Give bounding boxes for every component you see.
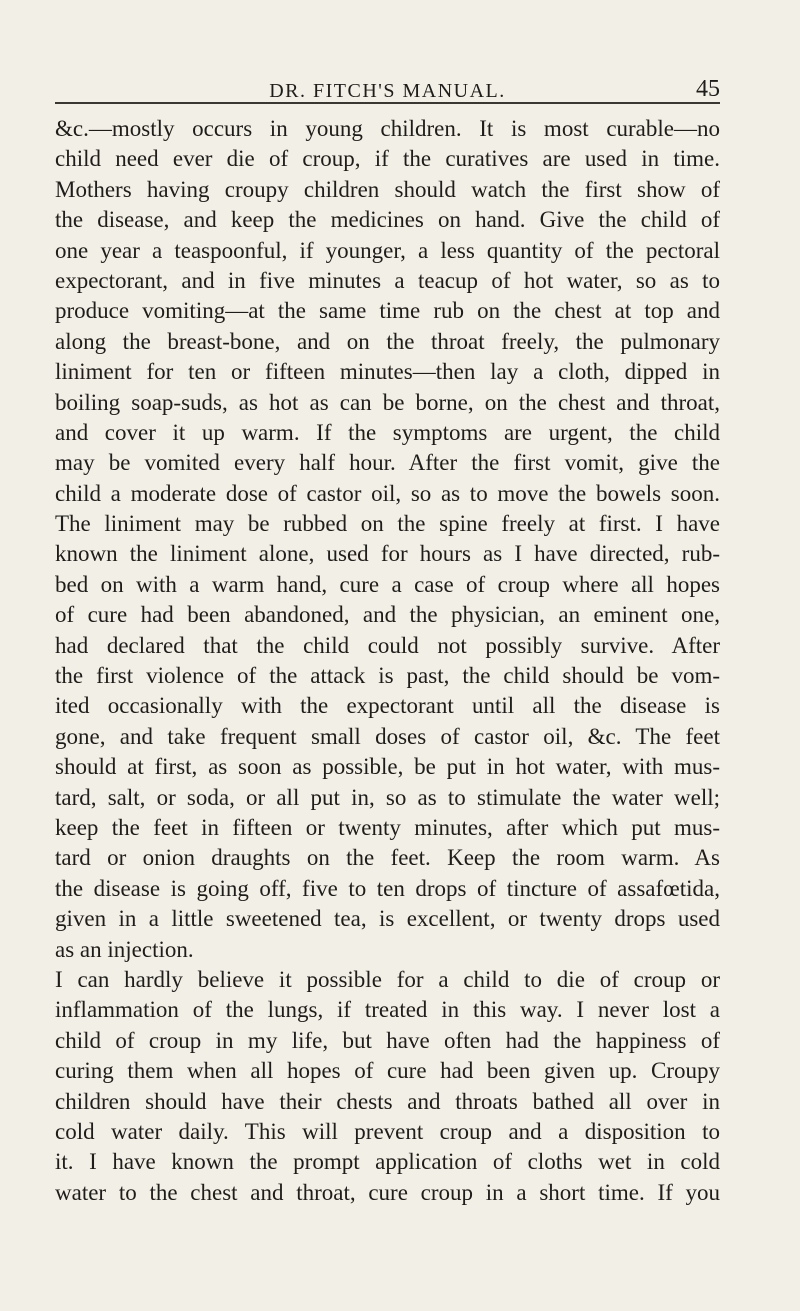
text-line: child need ever die of croup, if the curatives are used in time. [55,146,720,172]
text-line: water to the chest and throat, cure croup in a short time. If you [55,1179,720,1205]
text-line: it. I have known the prompt application of cloths wet in cold [55,1149,720,1175]
text-line: known the liniment alone, used for hours as I have directed, rub- [55,541,720,567]
text-line: &c.—mostly occurs in young children. It is most curable—no [55,116,720,141]
text-line: of cure had been abandoned, and the physician, an eminent one, [55,602,720,628]
text-line: tard or onion draughts on the feet. Keep the room warm. As [55,845,720,871]
text-line: I can hardly believe it possible for a child to die of croup or [55,966,720,992]
text-line: may be vomited every half hour. After the first vomit, give the [55,450,720,476]
text-line: along the breast-bone, and on the throat freely, the pulmonary [55,328,720,354]
text-line: should at first, as soon as possible, be put in hot water, with mus- [55,754,720,780]
text-line: and cover it up warm. If the symptoms are urgent, the child [55,419,720,445]
text-line: liniment for ten or fifteen minutes—then lay a cloth, dipped in [55,359,720,385]
header-rule [55,102,720,104]
text-line: produce vomiting—at the same time rub on the chest at top and [55,298,720,324]
text-line: the first violence of the attack is past, the child should be vom- [55,663,720,689]
running-title: DR. FITCH'S MANUAL. [269,80,506,102]
text-line: the disease, and keep the medicines on hand. Give the child of [55,207,720,233]
text-line: cold water daily. This will prevent croup and a disposition to [55,1118,720,1144]
text-line: curing them when all hopes of cure had been given up. Croupy [55,1058,720,1084]
text-line: child of croup in my life, but have often had the happiness of [55,1027,720,1053]
text-line: child a moderate dose of castor oil, so as to move the bowels soon. [55,480,720,506]
text-line: bed on with a warm hand, cure a case of croup where all hopes [55,571,720,597]
body-text [55,114,720,1208]
text-line: inflammation of the lungs, if treated in this way. I never lost a [55,997,720,1023]
text-line: keep the feet in fifteen or twenty minutes, after which put mus- [55,814,720,840]
text-line: children should have their chests and throats bathed all over in [55,1088,720,1114]
text-line: boiling soap-suds, as hot as can be borne, on the chest and throat, [55,389,720,415]
text-line: had declared that the child could not possibly survive. After [55,632,720,658]
text-line: the disease is going off, five to ten drops of tincture of assafœtida, [55,875,720,901]
text-line: one year a teaspoonful, if younger, a less quantity of the pectoral [55,237,720,263]
text-line: gone, and take frequent small doses of castor oil, &c. The feet [55,723,720,749]
text-line: The liniment may be rubbed on the spine freely at first. I have [55,511,720,537]
text-line: as an injection. [55,936,194,962]
text-line: expectorant, and in five minutes a teacup of hot water, so as to [55,267,720,293]
text-line: ited occasionally with the expectorant until all the disease is [55,693,720,719]
page-number: 45 [696,76,720,102]
text-line: given in a little sweetened tea, is excellent, or twenty drops used [55,906,720,932]
text-line: tard, salt, or soda, or all put in, so as to stimulate the water well; [55,784,720,810]
text-line: Mothers having croupy children should watch the first show of [55,176,720,202]
